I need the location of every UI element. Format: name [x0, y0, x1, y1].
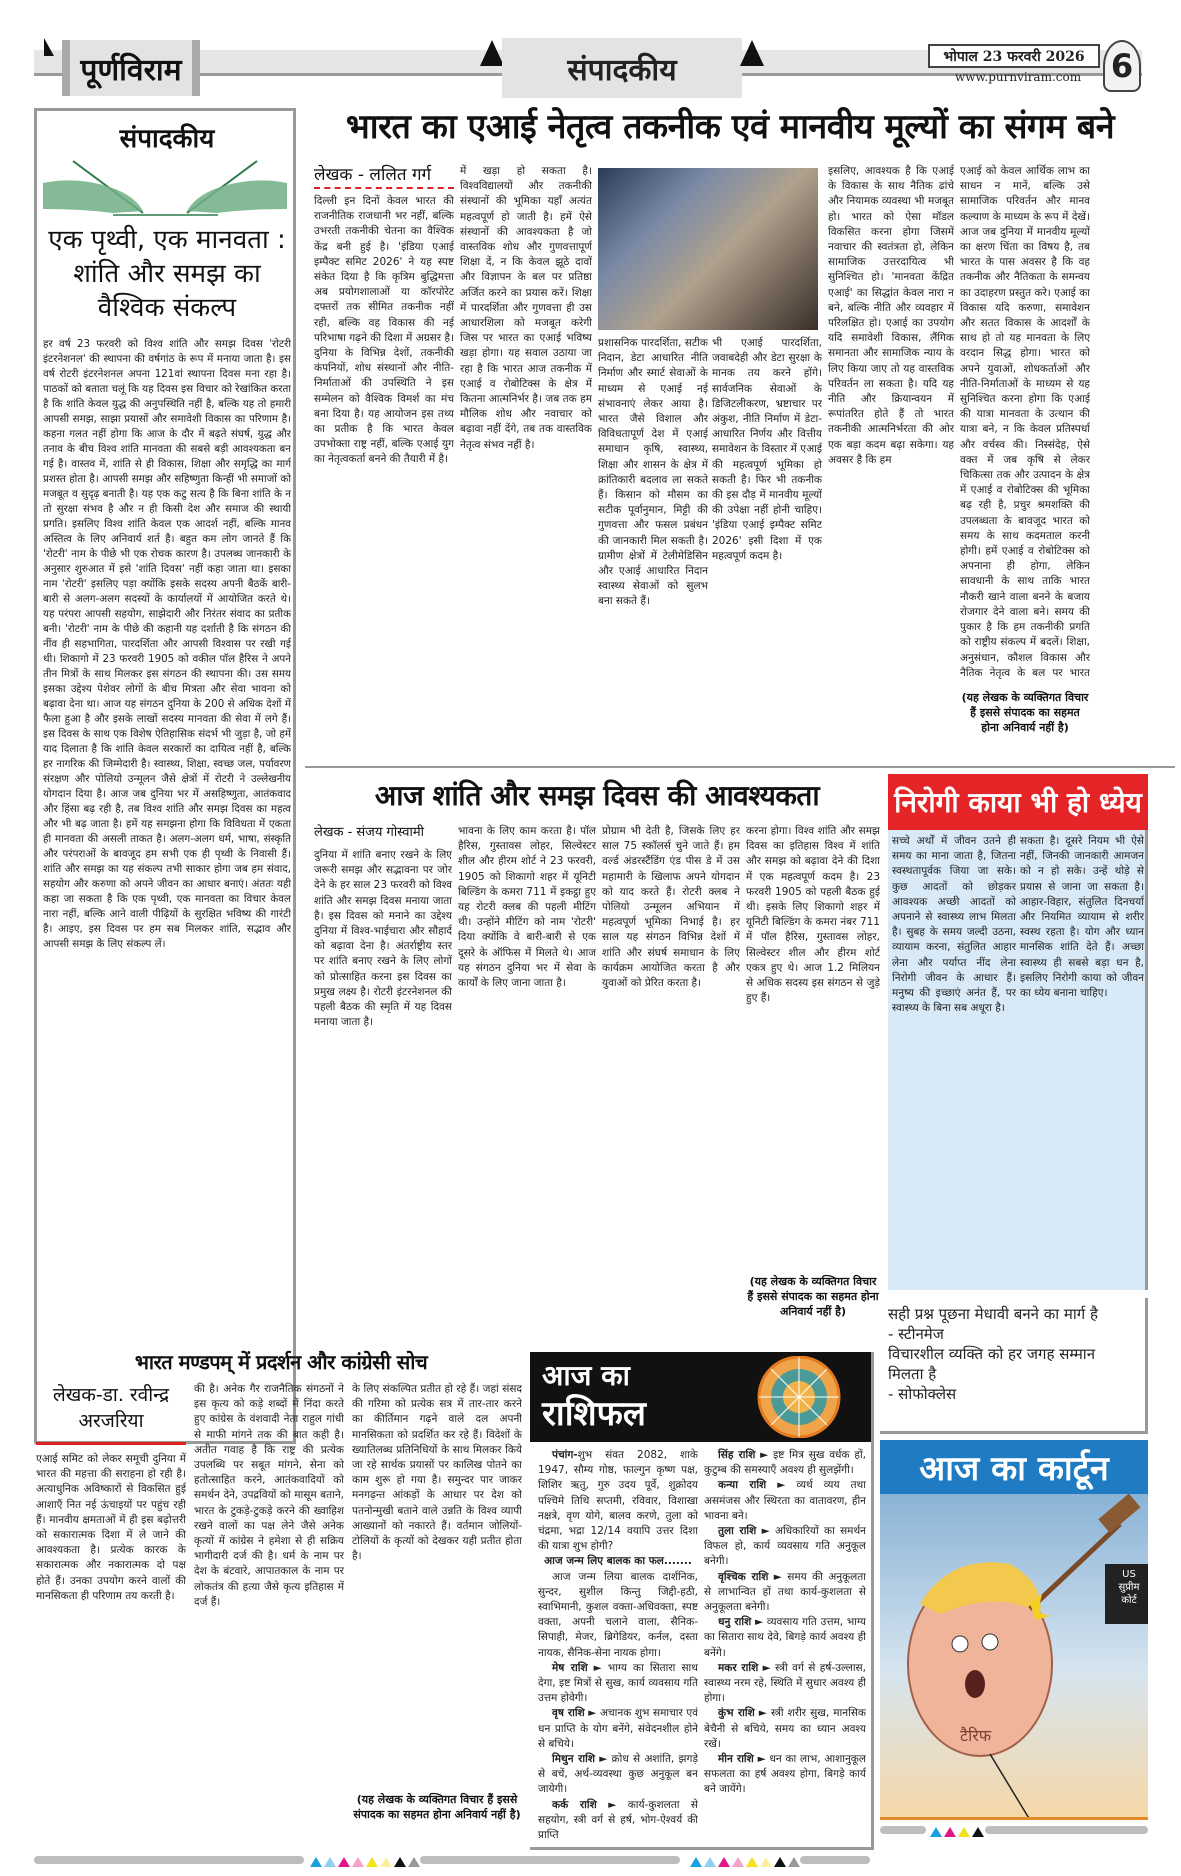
footer-bar [34, 1856, 304, 1864]
lead-column-4: भी एआई पारदर्शिता, जवाबदेही और डेटा सुरक्षा के मानक तय करने होंगे। सार्वजनिक सेवाओं के डिजिटलीकरण, भ्रष्टाचार पर अंकुश, नीति निर्माण में डेटा-आधारित निर्णय और वित्तीय समावेशन के विस्तार में एआई की महत्वपूर्ण भूमिका हो सकती है। फिर भी तकनीक की इस दौड़ में मानवीय मूल्यों की उपेक्षा नहीं होनी चाहिए। 'इंडिया एआई इम्पैक्ट समिट 2026' इसी दिशा में एक महत्वपूर्ण कदम है। [712, 337, 822, 562]
sign-name: मेष राशि [552, 1661, 588, 1674]
summit-photo [598, 168, 818, 330]
second-column-3: प्रोग्राम भी देती है, जिसके लिए हर साल 75 स्कॉलर्स चुने जाते हैं। हम वर्ल्ड अंडरस्टैंडिंग एंड पीस डे में उस महामारी के खिलाफ अपने योगदान को याद करते हैं। रोटरी क्लब ने पोलियो उन्मूलन अभियान में महत्वपूर्ण भूमिका निभाई है। हर साल यह संगठन विभिन्न देशों में शांति और संघर्ष समाधान के लिए कार्यक्रम आयोजित करता है और युवाओं को प्रेरित करता है। [602, 825, 740, 990]
footer-bar [985, 1826, 1148, 1834]
edition-date: भोपाल 23 फरवरी 2026 [928, 44, 1100, 68]
bottom-column-1: एआई समिट को लेकर समूची दुनिया में भारत की महत्ता की सराहना हो रही है। अत्याधुनिक अविष्कारों से विकसित हुई आशाएँ नित नई ऊंचाइयों पर पहुंच रही हैं। मानवीय क्षमताओं में ही इस बढ़ोत्तरी को सकारात्मक दिशा में ले जाने की आवश्यकता है। प्रत्येक कारक के सकारात्मक और नकारात्मक दो पक्ष होते हैं। उनका उपयोग करने वालों की मानसिकता ही परिणाम तय करती है। [36, 1453, 186, 1602]
cartoon-balloon-label: टैरिफ [960, 1726, 992, 1745]
newspaper-logo: पूर्णविराम [62, 40, 200, 96]
editorial-title: एक पृथ्वी, एक मानवता : शांति और समझ का वैश्विक संकल्प [48, 225, 286, 323]
editorial-box [34, 108, 296, 1444]
editorial-label: संपादकीय [119, 124, 215, 154]
second-column-4: करना होगा। विश्व शांति और समझ दिवस का इतिहास विश्व में शांति और समझ को बढ़ावा देने की दिशा में एक महत्वपूर्ण कदम है। 23 फरवरी 1905 को पहली बैठक हुई थी। इसके लिए शिकागो शहर में यूनिटी बिल्डिंग के कमरा नंबर 711 में पॉल हैरिस, गुस्तावस लोहर, सिल्वेस्टर शील और हीरम शोर्ट एकत्र हुए थे। आज 1.2 मिलियन से अधिक सदस्य इस संगठन से जुड़े हुए हैं। [746, 825, 880, 1005]
cartoon-illustration [880, 1494, 1148, 1820]
cartoon-label: सुप्रीम [1118, 1582, 1140, 1593]
bottom-disclaimer: (यह लेखक के व्यक्तिगत विचार हैं इससे संपादक का सहमत होना अनिवार्य नहीं है) [353, 1793, 521, 1821]
sign-text: व्यवसाय गति उत्तम, भाग्य का सितारा साथ देवे, बिगड़े कार्य अवश्य ही बनेंगे। [704, 1616, 866, 1659]
birth-text: आज जन्म लिया बालक दार्शनिक, सुन्दर, सुशील किन्तु जिद्दी-हठी, स्वाभिमानी, कुशल वक्ता-अधिवक्ता, स्पष्ट वक्ता, अपनी चलाने वाला, सैनिक-सिपाही, मेजर, ब्रिगेडियर, कर्नल, दस्ता नायक, सैनिक-सेना नायक होगा। [538, 1570, 698, 1659]
bottom-byline: लेखक-डा. रवीन्द्र अरजरिया [36, 1382, 186, 1445]
horoscope-title-1: आज का [542, 1359, 630, 1392]
bottom-headline[interactable]: भारत मण्डपम् में प्रदर्शन और कांग्रेसी सोच [134, 1350, 428, 1374]
divider [305, 766, 1175, 768]
quote-author: - स्टीनमेज [888, 1325, 944, 1343]
footer-bar [880, 1826, 926, 1834]
sign-text: अचानक शुभ समाचार एवं धन प्राप्ति के योग बनेंगे, संवेदनशील होने से बचिये। [538, 1707, 698, 1750]
registration-marks [930, 1822, 986, 1841]
sign-name: मिथुन राशि [552, 1753, 595, 1766]
sign-name: धनु राशि [718, 1616, 752, 1629]
sign-text: समय की अनुकूलता से लाभान्वित हों तथा कार्य-कुशलता से अनुकूलता बनेगी। [704, 1570, 866, 1614]
bottom-column-3: के लिए संकल्पित प्रतीत हो रहे हैं। जहां संसद की गरिमा को प्रत्येक सत्र में तार-तार करने का कीर्तिमान गढ़ने वाले दल अपनी मानसिकता को प्रदर्शित कर रहे हैं। विदेशों के ख्यातिलब्ध प्रतिनिधियों के साथ मिलकर किये जा रहे सार्थक प्रयासों पर कालिख पोतने का काम शुरू हो गया है। समुन्दर पार जाकर मनगढ़न्त आंकड़ों के आधार पर देश को पतनोन्मुखी बताने वाले उन्नति के विश्व व्यापी आख्यानों को नकारते हैं। वर्तमान जोलियों-टोलियों के कृत्यों को देखकर यही प्रतीत होता है। [352, 1383, 522, 1563]
section-triangle-right [740, 40, 764, 66]
editorial-body: हर वर्ष 23 फरवरी को विश्व शांति और समझ दिवस 'रोटरी इंटरनेशनल' की स्थापना की वर्षगांठ के रूप में मनाया जाता है। इस वर्ष रोटरी इंटरनेशनल अपना 121वां स्थापना दिवस मना रहा है। पाठकों को बताता चलूं कि यह दिवस इस विचार को रेखांकित करता है कि शांति केवल युद्ध की अनुपस्थिति नहीं है, बल्कि यह तो हमारी आपसी समझ, साझा प्रयासों और समावेशी विकास का परिणाम है। कहना गलत नहीं होगा कि आज के दौर में बढ़ते संघर्ष, युद्ध और तनाव के बीच विश्व शांति मानवता की सबसे बड़ी आवश्यकता बन गई है। वास्तव में, शांति से ही विकास, शिक्षा और समृद्धि का मार्ग प्रशस्त होता है। आपसी समझ और सहिष्णुता किन्हीं भी समाजों को मजबूत व सुदृढ़ बनाती है। यह एक कटु सत्य है कि बिना शांति के न तो सुरक्षा संभव है और न ही किसी देश और समाज की स्थायी प्रगति। इसलिए विश्व शांति केवल एक आदर्श नहीं, बल्कि मानव अस्तित्व के लिए अनिवार्य शर्त है। बहुत कम लोग जानते हैं कि 'रोटरी' नाम के पीछे भी एक रोचक कारण है। उपलब्ध जानकारी के अनुसार शुरुआत में इसे 'शांति दिवस' नहीं कहा जाता था। इसका नाम 'रोटरी' इसलिए पड़ा क्योंकि इसके सदस्य अपनी बैठकें बारी-बारी से अलग-अलग सदस्यों के कार्यालयों में आयोजित करते थे। यह परंपरा आपसी सहयोग, साझेदारी और निरंतर संवाद का प्रतीक बनी। 'रोटरी' नाम के पीछे की कहानी यह दर्शाती है कि संगठन की नींव ही सहभागिता, पारदर्शिता और आपसी विश्वास पर रखी गई थी। शिकागो में 23 फरवरी 1905 को वकील पॉल हैरिस ने अपने तीन मित्रों के साथ मिलकर इस संगठन की स्थापना की। उस समय इसका उद्देश्य पेशेवर लोगों के बीच मित्रता और सेवा भावना को बढ़ावा देना था। आज यह संगठन दुनिया के 200 से अधिक देशों में फैला हुआ है और इसके लाखों सदस्य मानवता की सेवा में लगे हैं। इस दिवस के साथ एक विशेष ऐतिहासिक संदर्भ भी जुड़ा है, जो हमें याद दिलाता है कि शांति केवल सरकारों का दायित्व नहीं है, बल्कि हर नागरिक की जिम्मेदारी है। स्वास्थ्य, शिक्षा, स्वच्छ जल, पर्यावरण संरक्षण और पोलियो उन्मूलन जैसे क्षेत्रों में रोटरी ने उल्लेखनीय योगदान दिया है। आज जब दुनिया भर में असहिष्णुता, आतंकवाद और हिंसा बढ़ रही है, तब विश्व शांति और समझ दिवस का महत्व और भी बढ़ जाता है। हमें यह समझना होगा कि विविधता में एकता ही मानवता की असली ताकत है। अलग-अलग धर्म, भाषा, संस्कृति और परंपराओं के बावजूद हम सभी एक ही पृथ्वी के निवासी हैं। शांति और समझ का यह संकल्प तभी साकार होगा जब हम संवाद, सहयोग और करुणा को अपने जीवन का आधार बनाएं। अंततः यही कहा जा सकता है कि एक पृथ्वी, एक मानवता का विचार केवल नारा नहीं, बल्कि आने वाली पीढ़ियों के सुरक्षित भविष्य की गारंटी है। आइए, इस दिवस पर हम सब मिलकर शांति, सद्भाव और आपसी समझ के लिए संकल्प लें। [43, 338, 291, 950]
footer-bar [420, 1856, 680, 1864]
cartoon-title: आज का कार्टून [880, 1440, 1148, 1494]
lead-column-2: में खड़ा हो सकता है। विश्वविद्यालयों और तकनीकी संस्थानों की भूमिका यहाँ अत्यंत महत्वपूर्ण हो जाती है। हमें ऐसे संस्थानों की आवश्यकता है जो वास्तविक शोध और गुणवत्तापूर्ण शिक्षा दें, न कि केवल झूठे दावों और विज्ञापन के बल पर प्रतिष्ठा अर्जित करने का प्रयास करें। शिक्षा में पारदर्शिता और गुणवत्ता ही उस आधारशिला को मजबूत करेगी जिस पर भारत का एआई भविष्य खड़ा होगा। यह सवाल उठाया जा रहा है कि भारत आज तकनीक में एआई व रोबोटिक्स के क्षेत्र में कितना आत्मनिर्भर है। जब तक हम मौलिक शोध और नवाचार को बढ़ावा नहीं देंगे, तब तक वास्तविक नेतृत्व संभव नहीं है। [460, 165, 592, 451]
bottom-column-2: की है। अनेक गैर राजनैतिक संगठनों ने इस कृत्य को कड़े शब्दों में निंदा करते हुए कांग्रेस के वंशवादी नेता राहुल गांधी से माफी मांगने तक की बात कही है। अतीत गवाह है कि राष्ट्र की प्रत्येक उपलब्धि पर सबूत मांगने, सेना को हतोत्साहित करने, आतंकवादियों को समर्थन देने, उपद्रवियों को मासूम बताने, भारत के टुकड़े-टुकड़े करने की ख्वाहिश रखने वालों का पक्ष लेने जैसे अनेक कृत्यों में कांग्रेस ने हमेशा से ही सक्रिय भागीदारी दर्ज की है। धर्म के नाम पर देश के बंटवारे, आपातकाल के नाम पर लोकतंत्र की हत्या जैसे कृत्य इतिहास में दर्ज हैं। [194, 1383, 344, 1608]
footer-bar [800, 1856, 870, 1864]
sign-text: स्त्री शरीर सुख, मानसिक बेचैनी से बचिये, समय का ध्यान अवश्य रखें। [704, 1707, 866, 1750]
sign-text: व्यर्थ व्यय तथा असमंजस और स्थिरता का वातावरण, हीन भावना बने। [704, 1479, 866, 1522]
quote-text: विचारशील व्यक्ति को हर जगह सम्मान मिलता है [888, 1345, 1096, 1383]
sign-name: तुला राशि [718, 1525, 757, 1538]
lead-column-1: दिल्ली इन दिनों केवल भारत की राजनीतिक राजधानी भर नहीं, बल्कि उभरती तकनीकी चेतना का वैश्विक केंद्र बनी हुई है। 'इंडिया एआई इम्पैक्ट समिट 2026' ने यह स्पष्ट संकेत दिया है कि कृत्रिम बुद्धिमत्ता अब प्रयोगशालाओं या कॉरपोरेट दफ्तरों तक सीमित तकनीक नहीं रही, बल्कि वह विकास की नई परिभाषा गढ़ने की दिशा में अग्रसर है। दुनिया के विभिन्न देशों, तकनीकी कंपनियों, शोध संस्थानों और नीति-निर्माताओं की उपस्थिति ने इस सम्मेलन को वैश्विक विमर्श का मंच बना दिया है। यह आयोजन इस तथ्य का प्रतीक है कि भारत केवल उपभोक्ता राष्ट्र नहीं, बल्कि एआई युग का नेतृत्वकर्ता बनने की तैयारी में है। [314, 195, 454, 466]
second-headline[interactable]: आज शांति और समझ दिवस की आवश्यकता [374, 779, 820, 812]
horoscope-header [530, 1352, 871, 1442]
horoscope-column-1: पंचांग-शुभ संवत 2082, शाके 1947, सौम्य गोष्ठ, फाल्गुन कृष्ण पक्ष, शिशिर ऋतु, गुरु उदय पूर्वे, शुक्रोदय पश्चिमे तिथि सप्तमी, रविवार, विशाखा नक्षत्रे, वृण योगे, बालव करणे, तुला को चंद्रमा, भद्रा 12/14 वयापि उत्तर दिशा की यात्रा शुभ होगी? आज जन्म लिए बालक का फल....... आज जन्म लिया बालक दार्शनिक, सुन्दर, सुशील किन्तु जिद्दी-हठी, स्वाभिमानी, कुशल वक्ता-अधिवक्ता, स्पष्ट वक्ता, अपनी चलाने वाला, सैनिक-सिपाही, मेजर, ब्रिगेडियर, कर्नल, दस्ता नायक, सैनिक-सेना नायक होगा। मेष राशि ► भाग्य का सितारा साथ देगा, इष्ट मित्रों से सुख, कार्य व्यवसाय गति उत्तम होवेगी। वृष राशि ► अचानक शुभ समाचार एवं धन प्राप्ति के योग बनेंगे, संवेदनशील होने से बचिये। मिथुन राशि ► क्रोध से अशांति, झगड़े से बचें, अर्थ-व्यवस्था कुछ अनुकूल बन जायेगी। कर्क राशि ► कार्य-कुशलता से सहयोग, स्त्री वर्ग से हर्ष, भोग-ऐश्वर्य की प्राप्ति [538, 1449, 698, 1842]
horoscope-title-2: राशिफल [542, 1394, 646, 1434]
second-disclaimer: (यह लेखक के व्यक्तिगत विचार हैं इससे संपादक का सहमत होना अनिवार्य नहीं है) [747, 1275, 879, 1318]
quotes-box [880, 1298, 1148, 1434]
second-byline: लेखक - संजय गोस्वामी [314, 825, 424, 840]
sign-name: कुंभ राशि [718, 1707, 755, 1720]
sign-name: सिंह राशि [718, 1449, 756, 1461]
sign-text: क्रोध से अशांति, झगड़े से बचें, अर्थ-व्यवस्था कुछ अनुकूल बन जायेगी। [538, 1753, 698, 1796]
writing-hands-icon [43, 153, 287, 219]
sign-text: स्त्री वर्ग से हर्ष-उल्लास, स्वास्थ्य नरम रहे, स्थिति में सुधार अवश्य ही होगा। [704, 1661, 866, 1705]
sign-name: वृश्चिक राशि [718, 1570, 769, 1583]
panchang-label: पंचांग- [552, 1449, 578, 1461]
health-column-1: सच्चे अर्थों में जीवन उतने ही समय का माना जाता है, जितना स्वस्थतापूर्वक जिया जा सके। कुछ आदतों को छोड़कर आवश्यक अच्छी आदतों को अपनाने से स्वास्थ्य लाभ मिलता है। सुबह के समय जल्दी उठना, व्यायाम करना, संतुलित आहार लेना और पर्याप्त नींद लेना निरोगी जीवन के आधार हैं। मनुष्य की इच्छाएं अनंत हैं, पर स्वास्थ्य के बिना सब अधूरा है। [892, 835, 1016, 1015]
masthead-triangle [44, 38, 54, 56]
section-title: संपादकीय [502, 38, 742, 98]
cartoon-label: US [1122, 1569, 1136, 1580]
quote-author: - सोफोक्लेस [888, 1385, 957, 1403]
quote-text: सही प्रश्न पूछना मेधावी बनने का मार्ग है [888, 1305, 1098, 1323]
lead-column-6: एआई को केवल आर्थिक लाभ का साधन न मानें, बल्कि उसे सामाजिक परिवर्तन और मानव कल्याण के माध्यम के रूप में देखें। आज जब दुनिया में मानवीय मूल्यों का क्षरण चिंता का विषय है, तब भारत के पास अवसर है कि वह तकनीक और नैतिकता के समन्वय का उदाहरण प्रस्तुत करे। एआई का विकास यदि करुणा, समावेशन और सतत विकास के आदर्शों के साथ हो तो यह मानवता के लिए वरदान सिद्ध होगा। भारत को अपने युवाओं, शोधकर्ताओं और नीति-निर्माताओं के माध्यम से यह सुनिश्चित करना होगा कि एआई की यात्रा मानवता के उत्थान की यात्रा बने, न कि केवल प्रतिस्पर्धा और वर्चस्व की। निस्संदेह, ऐसे वक्त में जब कृषि से लेकर चिकित्सा तक और उत्पादन के क्षेत्र में एआई व रोबोटिक्स की भूमिका बढ़ रही है, प्रचुर श्रमशक्ति की उपलब्धता के बावजूद भारत को समय के साथ कदमताल करनी होगी। हमें एआई व रोबोटिक्स को अपनाना ही होगा, लेकिन सावधानी के साथ ताकि भारत नौकरी खाने वाला बनने के बजाय रोजगार देने वाला बने। समय की पुकार है कि हम तकनीकी प्रगति को राष्ट्रीय संकल्प में बदलें। शिक्षा, अनुसंधान, कौशल विकास और नैतिक नेतृत्व के बल पर भारत [960, 165, 1090, 679]
sign-name: वृष राशि [552, 1707, 585, 1720]
lead-disclaimer: (यह लेखक के व्यक्तिगत विचार हैं इससे संपादक का सहमत होना अनिवार्य नहीं है) [961, 691, 1089, 734]
horoscope-column-2: सिंह राशि ► इष्ट मित्र सुख वर्धक हों, कुटुम्ब की समस्याएँ अवश्य ही सुलझेंगी। कन्या राशि ► व्यर्थ व्यय तथा असमंजस और स्थिरता का वातावरण, हीन भावना बने। तुला राशि ► अधिकारियों का समर्थन विफल हो, कार्य व्यवसाय गति अनुकूल बनेगी। वृश्चिक राशि ► समय की अनुकूलता से लाभान्वित हों तथा कार्य-कुशलता से अनुकूलता बनेगी। धनु राशि ► व्यवसाय गति उत्तम, भाग्य का सितारा साथ देवे, बिगड़े कार्य अवश्य ही बनेंगे। मकर राशि ► स्त्री वर्ग से हर्ष-उल्लास, स्वास्थ्य नरम रहे, स्थिति में सुधार अवश्य ही होगा। कुंभ राशि ► स्त्री शरीर सुख, मानसिक बेचैनी से बचिये, समय का ध्यान अवश्य रखें। मीन राशि ► धन का लाभ, आशानुकूल सफलता का हर्ष अवश्य होगा, बिगड़े कार्य बने जायेंगे। [704, 1449, 866, 1796]
sign-text: भाग्य का सितारा साथ देगा, इष्ट मित्रों से सुख, कार्य व्यवसाय गति उत्तम होवेगी। [538, 1661, 698, 1705]
sign-name: कन्या राशि [718, 1479, 767, 1492]
zodiac-wheel-icon [734, 1356, 864, 1438]
sign-name: मकर राशि [718, 1661, 759, 1674]
website-link[interactable]: www.purnviram.com [955, 70, 1082, 84]
sign-text: कार्य-कुशलता से सहयोग, स्त्री वर्ग से हर्ष, भोग-ऐश्वर्य की प्राप्ति [538, 1798, 698, 1842]
registration-marks [310, 1852, 422, 1871]
sign-text: धन का लाभ, आशानुकूल सफलता का हर्ष अवश्य होगा, बिगड़े कार्य बने जायेंगे। [704, 1753, 866, 1796]
lead-byline: लेखक - ललित गर्ग [314, 162, 454, 189]
cartoon-image [880, 1494, 1148, 1820]
sign-name: मीन राशि [718, 1753, 754, 1766]
registration-marks [690, 1852, 802, 1871]
second-column-1: दुनिया में शांति बनाए रखने के लिए जरूरी समझ और सद्भावना पर जोर देने के हर साल 23 फरवरी को विश्व शांति और समझ दिवस मनाया जाता है। इस दिवस को मनाने का उद्देश्य दुनिया में विश्व-भाईचारा और सौहार्द को बढ़ावा देना है। अंतर्राष्ट्रीय स्तर पर शांति बनाए रखने के लिए लोगों को प्रोत्साहित करना इस दिवस का प्रमुख लक्ष्य है। रोटरी इंटरनेशनल की पहली बैठक की स्मृति में यह दिवस मनाया जाता है। [314, 849, 452, 1029]
sign-text: अधिकारियों का समर्थन विफल हो, कार्य व्यवसाय गति अनुकूल बनेगी। [704, 1525, 866, 1568]
horoscope-box [530, 1352, 874, 1850]
health-column-2: सकता है। दूसरे नियम भी ऐसे नहीं, जिनकी जानकारी आमजन को न हो सके। उन्हें थोड़े से प्रयास से जाना जा सकता है। आहार-विहार, संतुलित दिनचर्या और नियमित व्यायाम से शरीर स्वस्थ रहता है। योग और ध्यान मानसिक शांति देते हैं। अच्छा स्वास्थ्य ही सबसे बड़ा धन है, इसलिए निरोगी काया को जीवन का ध्येय बनाना चाहिए। [1020, 835, 1144, 1000]
page-number: 6 [1103, 40, 1141, 92]
section-triangle-left [480, 40, 504, 66]
health-title: निरोगी काया भी हो ध्येय [888, 774, 1148, 830]
lead-column-3: प्रशासनिक पारदर्शिता, सटीक निदान, डेटा आधारित नीति निर्माण और स्मार्ट सेवाओं के माध्यम से एआई नई संभावनाएं लेकर आया है। भारत जैसे विशाल और विविधतापूर्ण देश में एआई समाधान कृषि, स्वास्थ्य, शिक्षा और शासन के क्षेत्र में क्रांतिकारी बदलाव ला सकते हैं। किसान को मौसम का सटीक पूर्वानुमान, मिट्टी की गुणवत्ता और फसल प्रबंधन की जानकारी मिल सकती है। ग्रामीण क्षेत्रों में टेलीमेडिसिन और एआई आधारित निदान स्वास्थ्य सेवाओं को सुलभ बना सकते हैं। [598, 337, 708, 608]
sign-text: इष्ट मित्र सुख वर्धक हों, कुटुम्ब की समस्याएँ अवश्य ही सुलझेंगी। [704, 1449, 866, 1477]
panchang-text: शुभ संवत 2082, शाके 1947, सौम्य गोष्ठ, फाल्गुन कृष्ण पक्ष, शिशिर ऋतु, गुरु उदय पूर्वे, शुक्रोदय पश्चिमे तिथि सप्तमी, रविवार, विशाखा नक्षत्रे, वृण योगे, बालव करणे, तुला को चंद्रमा, भद्रा 12/14 वयापि उत्तर दिशा की यात्रा शुभ होगी? [538, 1449, 698, 1553]
birth-heading: आज जन्म लिए बालक का फल....... [544, 1555, 692, 1568]
second-column-2: भावना के लिए काम करता है। पॉल हैरिस, गुस्तावस लोहर, सिल्वेस्टर शील और हीरम शोर्ट ने 23 फरवरी, 1905 को शिकागो शहर में यूनिटी बिल्डिंग के कमरा 711 में इकट्ठा हुए यह रोटरी क्लब की पहली मीटिंग थी। उन्होंने मीटिंग को नाम 'रोटरी' दिया क्योंकि वे बारी-बारी से एक दूसरे के ऑफिस में मिलते थे। आज यह संगठन दुनिया भर में सेवा के कार्यों के लिए जाना जाता है। [458, 825, 596, 990]
lead-headline[interactable]: भारत का एआई नेतृत्व तकनीक एवं मानवीय मूल्यों का संगम बने [305, 102, 1155, 158]
sign-name: कर्क राशि [552, 1798, 597, 1811]
cartoon-label: कोर्ट [1121, 1595, 1137, 1606]
lead-column-5: इसलिए, आवश्यक है कि एआई के विकास के साथ नैतिक ढांचे और नियामक व्यवस्था भी मजबूत हो। भारत को ऐसा मॉडल विकसित करना होगा जिसमें नवाचार की स्वतंत्रता हो, लेकिन सामाजिक उत्तरदायित्व भी सुनिश्चित हो। 'मानवता केंद्रित एआई' का सिद्धांत केवल नारा न बने, बल्कि नीति और व्यवहार में परिलक्षित हो। एआई का उपयोग यदि समावेशी विकास, लैंगिक समानता और सामाजिक न्याय के लिए किया जाए तो यह वास्तविक परिवर्तन ला सकता है। यदि यह नीति और क्रियान्वयन में रूपांतरित होते हैं तो भारत तकनीकी आत्मनिर्भरता की ओर एक बड़ा कदम बढ़ा सकेगा। यह अवसर है कि हम [828, 165, 954, 466]
health-box [888, 830, 1148, 1290]
